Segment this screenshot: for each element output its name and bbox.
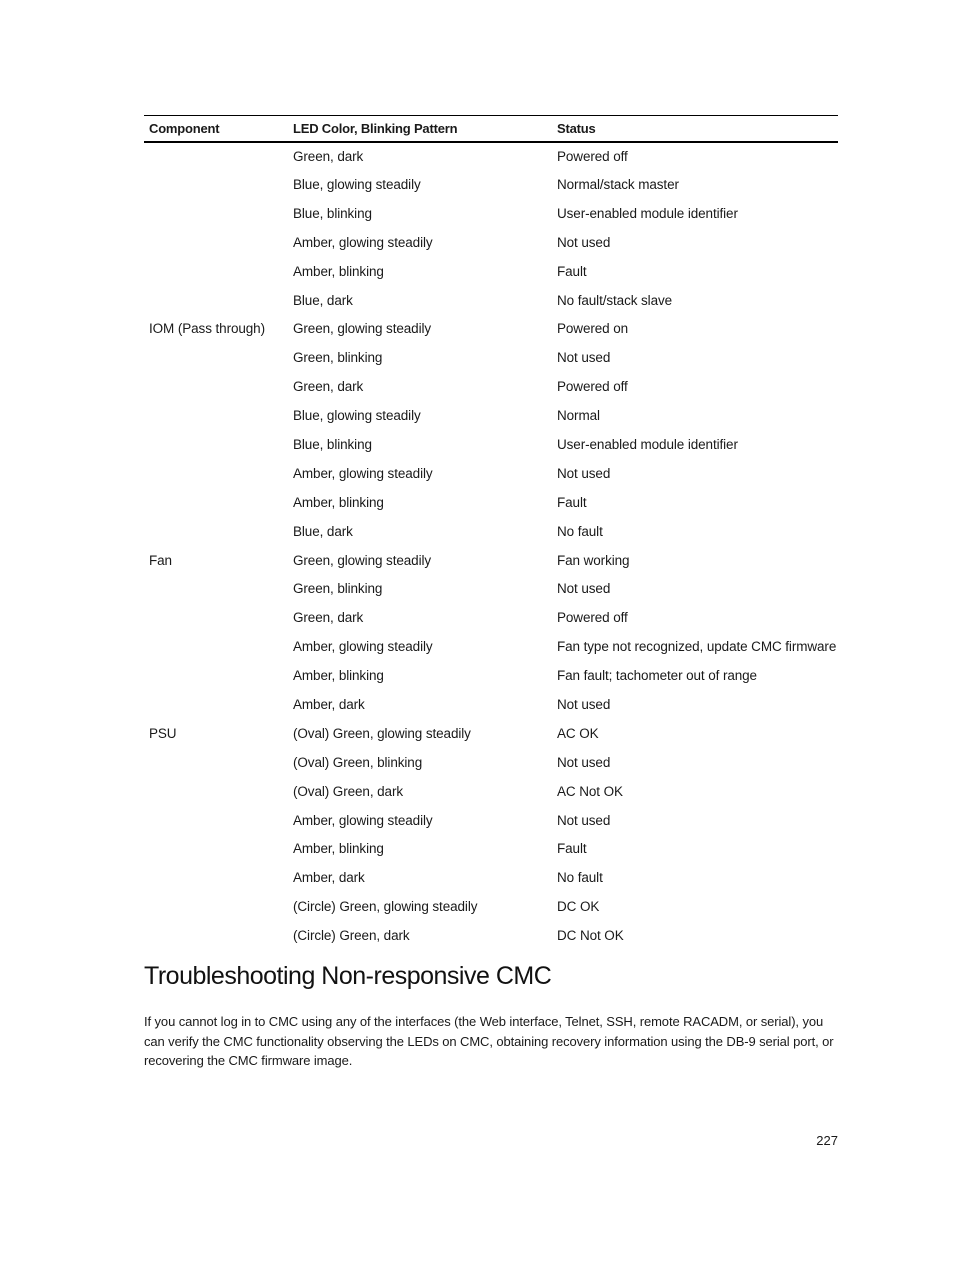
cell-led-pattern: Amber, blinking <box>293 263 384 279</box>
cell-led-pattern: Green, dark <box>293 610 364 626</box>
cell-component <box>144 921 288 950</box>
table-row <box>144 314 838 343</box>
cell-component <box>144 892 288 921</box>
table-row <box>144 170 838 199</box>
cell-component <box>144 372 288 401</box>
cell-status: Not used <box>557 581 611 597</box>
cell-status: DC OK <box>557 899 600 915</box>
cell-component: Fan <box>149 552 172 568</box>
cell-component <box>144 430 288 459</box>
cell-led-pattern: Amber, blinking <box>293 494 384 510</box>
cell-component <box>144 488 288 517</box>
cell-component <box>144 142 288 170</box>
cell-status: Fault <box>557 494 587 510</box>
cell-led-pattern: (Circle) Green, dark <box>293 928 410 944</box>
cell-status: Not used <box>557 465 611 481</box>
cell-status: User-enabled module identifier <box>557 205 738 221</box>
cell-led-pattern: (Oval) Green, glowing steadily <box>293 725 471 741</box>
cell-component <box>144 834 288 863</box>
cell-status: Not used <box>557 350 611 366</box>
cell-status: Not used <box>557 754 611 770</box>
cell-led-pattern: Blue, glowing steadily <box>293 408 421 424</box>
page-number: 227 <box>816 1133 838 1148</box>
cell-status: Powered off <box>557 610 628 626</box>
table-row <box>144 632 838 661</box>
table-row <box>144 921 838 950</box>
cell-status: AC Not OK <box>557 783 623 799</box>
cell-status: Powered on <box>557 321 629 337</box>
cell-led-pattern: Green, blinking <box>293 581 383 597</box>
header-led-pattern: LED Color, Blinking Pattern <box>288 116 552 143</box>
cell-status: DC Not OK <box>557 928 624 944</box>
cell-led-pattern: Amber, blinking <box>293 668 384 684</box>
cell-status: Fan fault; tachometer out of range <box>557 668 757 684</box>
cell-component <box>144 199 288 228</box>
table-row <box>144 546 838 575</box>
cell-status: Not used <box>557 696 611 712</box>
table-header-row <box>144 116 838 143</box>
cell-component <box>144 777 288 806</box>
cell-led-pattern: Green, dark <box>293 379 364 395</box>
table-row <box>144 863 838 892</box>
table-row <box>144 517 838 546</box>
cell-component <box>144 401 288 430</box>
table-row <box>144 806 838 835</box>
table-row <box>144 892 838 921</box>
table-row <box>144 372 838 401</box>
table-row <box>144 286 838 315</box>
table-row <box>144 199 838 228</box>
cell-component <box>144 748 288 777</box>
section-heading: Troubleshooting Non-responsive CMC <box>144 962 552 990</box>
header-status: Status <box>552 116 838 143</box>
cell-led-pattern: Amber, glowing steadily <box>293 639 433 655</box>
cell-component <box>144 603 288 632</box>
cell-status: Normal <box>557 408 600 424</box>
cell-component <box>144 574 288 603</box>
cell-component: IOM (Pass through) <box>149 321 265 337</box>
cell-status: Fault <box>557 841 587 857</box>
cell-status: Fan type not recognized, update CMC firmware <box>557 639 837 655</box>
body-paragraph: If you cannot log in to CMC using any of the interfaces (the Web interface, Telnet, SSH, remote RACADM, or serial), you can verify the CMC functionality observing the LEDs on CMC, obtaining recovery information using the DB-9 serial port, or recovering the CMC firmware image. <box>144 1014 834 1068</box>
table-row <box>144 574 838 603</box>
cell-led-pattern: (Oval) Green, blinking <box>293 754 423 770</box>
table-row <box>144 777 838 806</box>
table-row <box>144 661 838 690</box>
cell-status: User-enabled module identifier <box>557 436 738 452</box>
cell-component <box>144 170 288 199</box>
table-row <box>144 430 838 459</box>
table-row <box>144 228 838 257</box>
cell-led-pattern: Amber, dark <box>293 696 365 712</box>
cell-led-pattern: Blue, blinking <box>293 205 372 221</box>
cell-led-pattern: Blue, dark <box>293 523 353 539</box>
cell-status: Powered off <box>557 149 628 164</box>
table-row <box>144 401 838 430</box>
cell-component <box>144 517 288 546</box>
cell-status: No fault/stack slave <box>557 292 673 308</box>
table-row <box>144 719 838 748</box>
cell-led-pattern: Green, blinking <box>293 350 383 366</box>
cell-led-pattern: Amber, glowing steadily <box>293 234 433 250</box>
cell-component <box>144 690 288 719</box>
cell-component <box>144 286 288 315</box>
cell-component <box>144 228 288 257</box>
table-row <box>144 488 838 517</box>
cell-led-pattern: Amber, blinking <box>293 841 384 857</box>
cell-component: PSU <box>149 725 177 741</box>
led-status-table <box>144 115 838 950</box>
table-body <box>144 142 838 950</box>
cell-component <box>144 459 288 488</box>
table-row <box>144 459 838 488</box>
table-row <box>144 690 838 719</box>
table-row <box>144 603 838 632</box>
cell-led-pattern: Green, glowing steadily <box>293 321 432 337</box>
cell-component <box>144 661 288 690</box>
table-row <box>144 343 838 372</box>
table-row <box>144 257 838 286</box>
cell-led-pattern: Amber, glowing steadily <box>293 465 433 481</box>
cell-status: Fan working <box>557 552 630 568</box>
cell-led-pattern: Green, glowing steadily <box>293 552 432 568</box>
cell-led-pattern: Blue, glowing steadily <box>293 176 421 192</box>
cell-component <box>144 806 288 835</box>
cell-status: Not used <box>557 812 611 828</box>
cell-status: No fault <box>557 523 603 539</box>
cell-status: Fault <box>557 263 587 279</box>
cell-status: Normal/stack master <box>557 176 679 192</box>
cell-status: Powered off <box>557 379 628 395</box>
cell-component <box>144 863 288 892</box>
cell-status: AC OK <box>557 725 599 741</box>
header-component: Component <box>144 116 288 143</box>
cell-status: No fault <box>557 870 603 886</box>
cell-led-pattern: Amber, glowing steadily <box>293 812 433 828</box>
table-row <box>144 834 838 863</box>
cell-component <box>144 632 288 661</box>
cell-led-pattern: Green, dark <box>293 149 364 164</box>
table-row <box>144 142 838 170</box>
cell-led-pattern: (Oval) Green, dark <box>293 783 403 799</box>
cell-status: Not used <box>557 234 611 250</box>
cell-led-pattern: Blue, blinking <box>293 436 372 452</box>
cell-led-pattern: Amber, dark <box>293 870 365 886</box>
cell-component <box>144 257 288 286</box>
cell-led-pattern: (Circle) Green, glowing steadily <box>293 899 478 915</box>
table-row <box>144 748 838 777</box>
cell-component <box>144 343 288 372</box>
cell-led-pattern: Blue, dark <box>293 292 353 308</box>
